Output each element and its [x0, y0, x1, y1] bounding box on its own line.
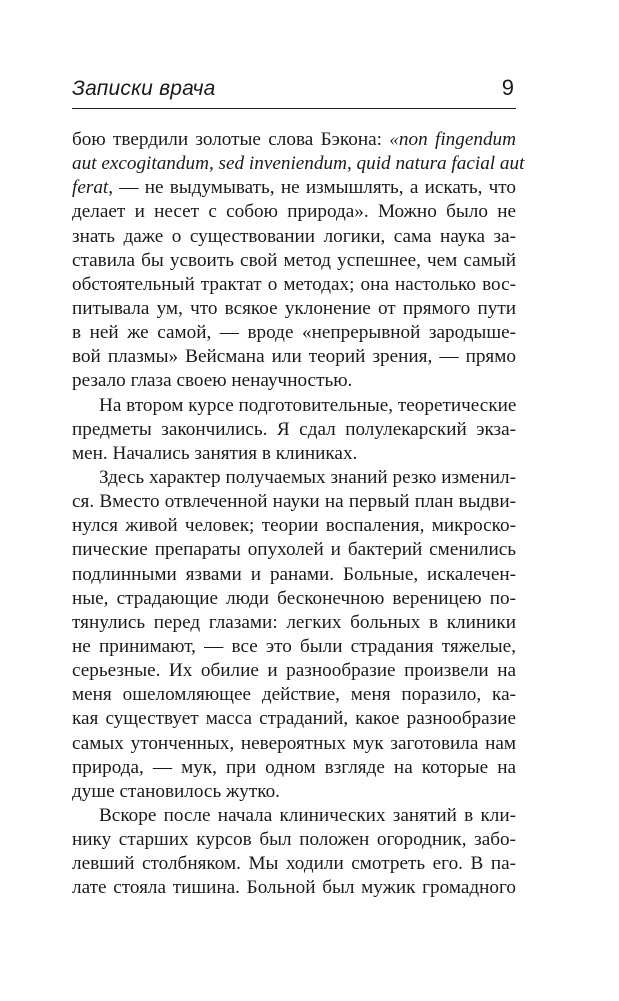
text-line: нулся живой человек; теории воспаления, микроско-	[72, 515, 516, 537]
text-line: меня ошеломляющее действие, меня поразило, ка-	[72, 684, 516, 706]
text-line: тянулись перед глазами: легких больных в клиники	[72, 611, 516, 633]
text-line: ся. Вместо отвлеченной науки на первый план выдви-	[72, 491, 516, 513]
text-line: вой плазмы» Вейсмана или теорий зрения, — прямо	[72, 346, 516, 368]
text-line: самых утонченных, невероятных мук заготовила нам	[72, 732, 516, 754]
text-line: нику старших курсов был положен огородник, забо-	[72, 829, 516, 851]
text-line: предметы закончились. Я сдал полулекарский экза-	[72, 418, 516, 440]
text-line: мен. Начались занятия в клиниках.	[72, 442, 358, 464]
text-line: резало глаза своею ненаучностью.	[72, 370, 353, 392]
text-line: в ней же самой, — вроде «непрерывной зародыше-	[72, 322, 516, 344]
paragraph	[72, 466, 516, 804]
text-line: душе становилось жутко.	[72, 780, 280, 802]
text-line: не принимают, — все это были страдания тяжелые,	[72, 635, 516, 657]
text-line: ные, страдающие люди бесконечною вереницею по-	[72, 587, 516, 609]
running-head	[72, 74, 516, 109]
text-line: кая существует масса страданий, какое разнообразие	[72, 708, 516, 730]
paragraph	[72, 394, 516, 466]
paragraph	[72, 804, 516, 901]
text-line: делает и несет с собою природа». Можно было не	[72, 201, 516, 223]
page-number: 9	[501, 75, 514, 100]
text-line: подлинными язвами и ранами. Больные, искалечен-	[72, 563, 516, 585]
text-line: питывала ум, что всякое уклонение от прямого пути	[72, 297, 516, 319]
text-line: ставила бы усвоить свой метод успешнее, чем самый	[72, 249, 516, 271]
text-line: пические препараты опухолей и бактерий сменились	[72, 539, 516, 561]
text-line: ferat, — не выдумывать, не измышлять, а искать, что	[72, 177, 516, 199]
text-line: лате стояла тишина. Больной был мужик громадного	[72, 877, 516, 899]
text-line: знать даже о существовании логики, сама наука за-	[72, 225, 516, 247]
text-line: Вскоре после начала клинических занятий в кли-	[99, 804, 516, 826]
text-line: На втором курсе подготовительные, теоретические	[99, 394, 517, 416]
text-line: бою твердили золотые слова Бэкона: «non fingendum	[72, 129, 516, 150]
running-title: Записки врача	[72, 77, 216, 100]
body-text	[72, 128, 525, 901]
text-line: Здесь характер получаемых знаний резко изменил-	[99, 466, 516, 488]
text-line: серьезные. Их обилие и разнообразие произвели на	[72, 660, 516, 682]
paragraph	[72, 128, 525, 394]
text-line: левший столбняком. Мы ходили смотреть его. В па-	[72, 853, 516, 875]
text-line: обстоятельный трактат о методах; она настолько вос-	[72, 273, 516, 295]
text-line: природа, — мук, при одном взгляде на которые на	[72, 756, 516, 778]
text-line: aut excogitandum, sed inveniendum, quid natura facial aut	[72, 153, 525, 175]
